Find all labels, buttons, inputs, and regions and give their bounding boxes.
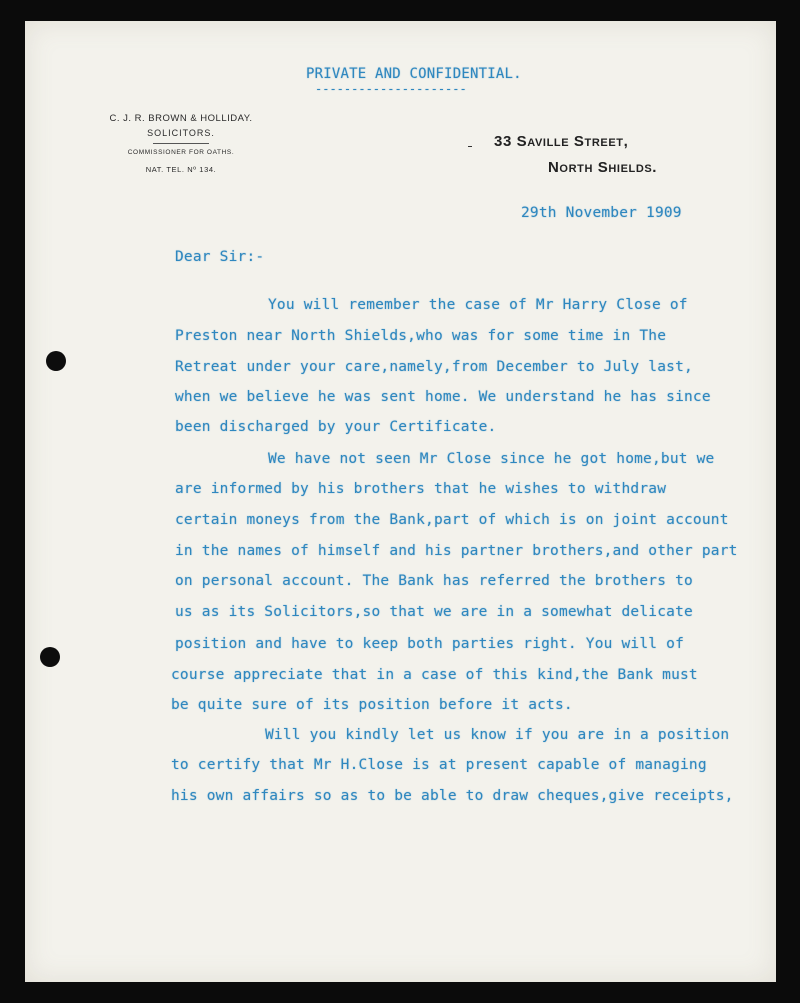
body-line-14: be quite sure of its position before it acts.: [171, 697, 573, 713]
telephone-number: NAT. TEL. Nº 134.: [145, 165, 217, 174]
body-line-2: Preston near North Shields,who was for some time in The: [175, 328, 667, 344]
punch-hole-bottom: [40, 647, 60, 667]
body-line-7: are informed by his brothers that he wishes to withdraw: [175, 481, 667, 497]
body-line-16: to certify that Mr H.Close is at present capable of managing: [171, 757, 707, 773]
body-line-12: position and have to keep both parties right. You will of: [175, 636, 684, 652]
confidential-underline: ---------------------: [315, 82, 467, 96]
body-line-4: when we believe he was sent home. We understand he has since: [175, 389, 711, 405]
firm-name: C. J. R. BROWN & HOLLIDAY.: [109, 113, 253, 124]
punch-hole-top: [46, 351, 66, 371]
salutation: Dear Sir:-: [175, 249, 265, 265]
body-line-1: You will remember the case of Mr Harry Close of: [268, 297, 688, 313]
body-line-5: been discharged by your Certificate.: [175, 419, 497, 435]
body-line-17: his own affairs so as to be able to draw cheques,give receipts,: [171, 788, 734, 804]
letterhead: [100, 113, 262, 174]
letter-date: 29th November 1909: [521, 205, 682, 221]
body-line-15: Will you kindly let us know if you are in a position: [265, 727, 730, 743]
confidential-heading: PRIVATE AND CONFIDENTIAL.: [306, 66, 522, 82]
body-line-6: We have not seen Mr Close since he got home,but we: [268, 451, 715, 467]
letterhead-rule: [153, 143, 209, 144]
body-line-3: Retreat under your care,namely,from December to July last,: [175, 359, 693, 375]
body-line-11: us as its Solicitors,so that we are in a somewhat delicate: [175, 604, 693, 620]
firm-role: SOLICITORS.: [147, 128, 215, 138]
body-line-10: on personal account. The Bank has referred the brothers to: [175, 573, 693, 589]
body-line-13: course appreciate that in a case of this kind,the Bank must: [171, 667, 698, 683]
body-line-8: certain moneys from the Bank,part of which is on joint account: [175, 512, 729, 528]
body-line-9: in the names of himself and his partner brothers,and other part: [175, 543, 738, 559]
commissioner-line: COMMISSIONER FOR OATHS.: [127, 149, 235, 156]
address-dash: [468, 146, 472, 147]
address-street: 33 Saville Street,: [494, 133, 629, 150]
address-town: North Shields.: [548, 159, 658, 176]
